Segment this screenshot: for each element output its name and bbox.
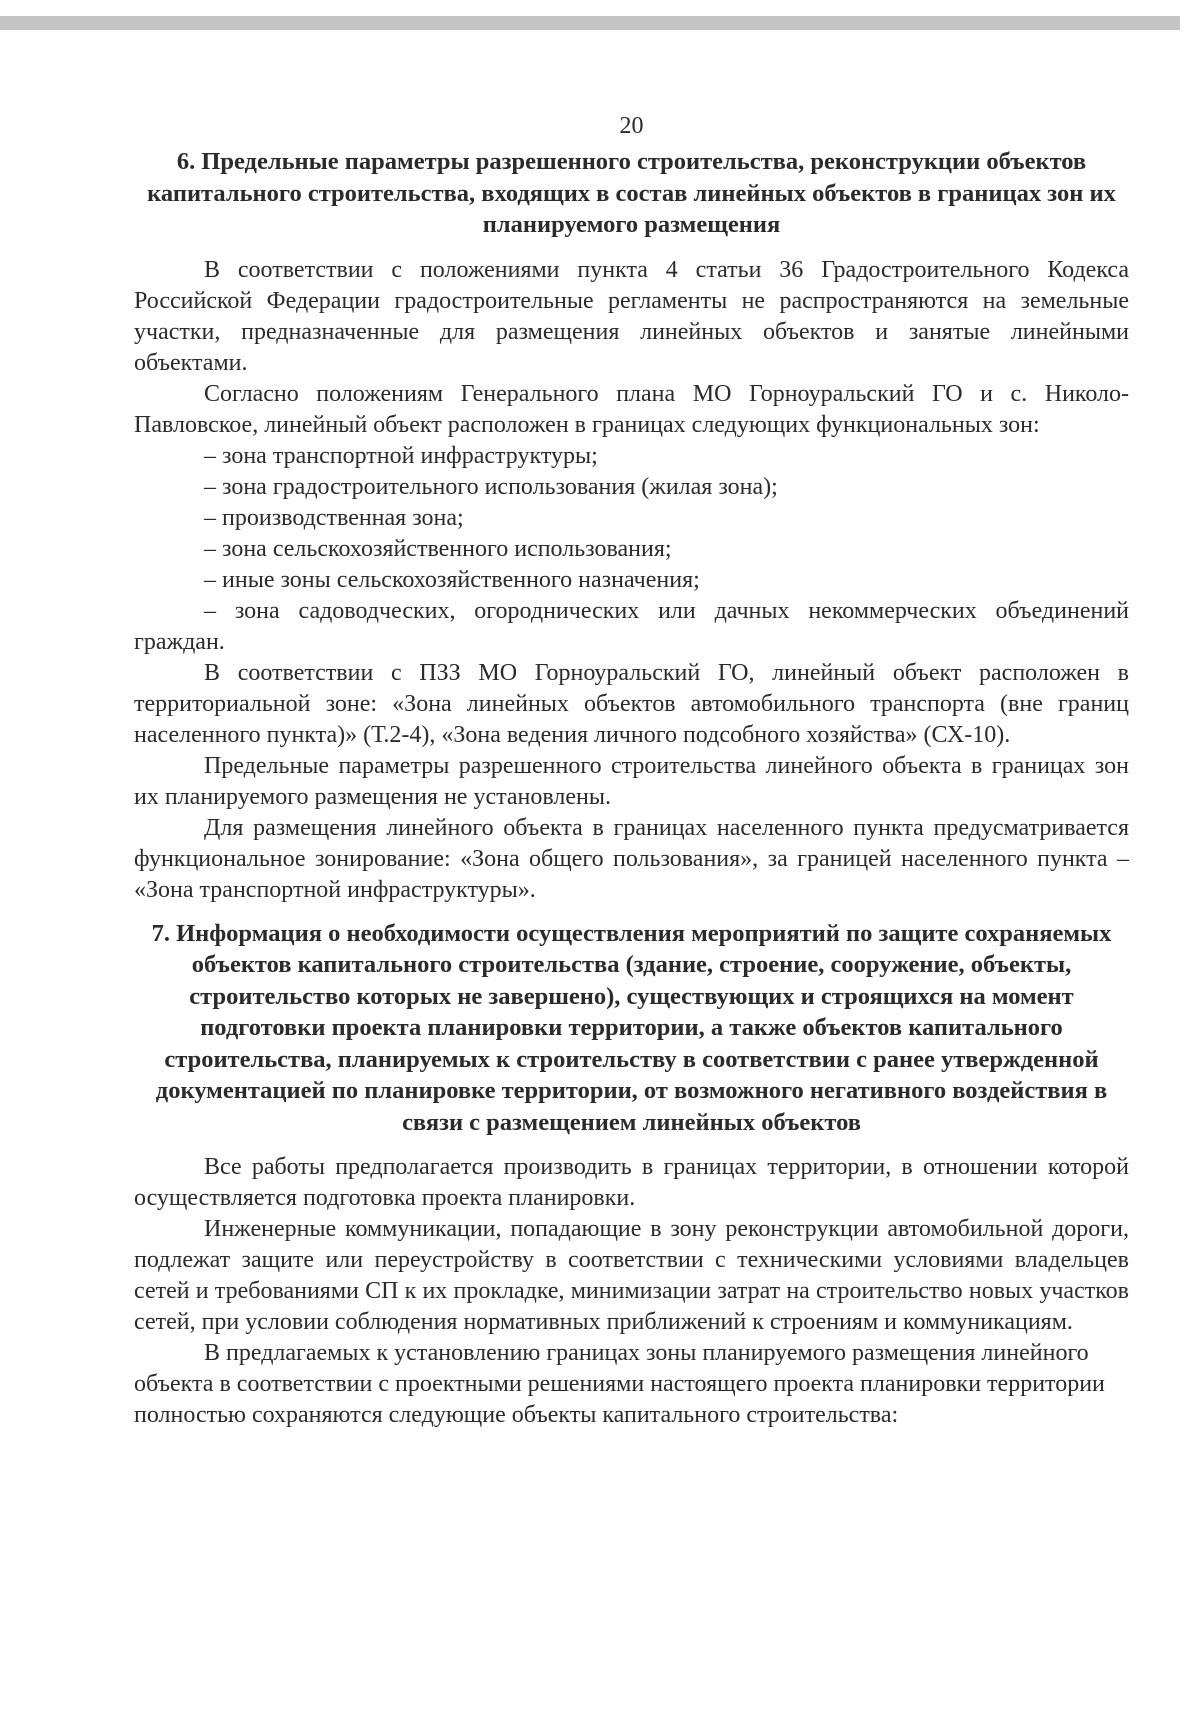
paragraph: Предельные параметры разрешенного строительства линейного объекта в границах зон их планируемого размещения не установлены. (134, 752, 1129, 810)
list-item: – иные зоны сельскохозяйственного назначения; (204, 566, 700, 593)
document-page (134, 110, 1129, 1431)
paragraph: Согласно положениям Генерального плана МО Горноуральский ГО и с. Николо-Павловское, линейный объект расположен в границах следующих функциональных зон: (134, 380, 1129, 438)
page-number: 20 (619, 113, 644, 139)
paragraph: В предлагаемых к установлению границах зоны планируемого размещения линейного объекта в соответствии с проектными решениями настоящего проекта планировки территории полностью сохраняются следующие объекты капитального строительства: (134, 1340, 1105, 1428)
scan-top-edge (0, 16, 1180, 30)
paragraph: В соответствии с ПЗЗ МО Горноуральский ГО, линейный объект расположен в территориальной зоне: «Зона линейных объектов автомобильного транспорта (вне границ населенного пункта)» (Т.2-4), «Зона ведения личного подсобного хозяйства» (СХ-10). (134, 659, 1129, 748)
paragraph: Для размещения линейного объекта в границах населенного пункта предусматривается функциональное зонирование: «Зона общего пользования», за границей населенного пункта – «Зона транспортной инфраструктуры». (134, 814, 1129, 903)
section-6-body (134, 255, 1129, 906)
section-7-body (134, 1152, 1129, 1431)
paragraph: Все работы предполагается производить в границах территории, в отношении которой осуществляется подготовка проекта планировки. (134, 1154, 1129, 1211)
list-item: – производственная зона; (204, 504, 464, 531)
section-7-heading: 7. Информация о необходимости осуществления мероприятий по защите сохраняемых объектов капитального строительства (здание, строение, сооружение, объекты, строительство которых не завершено), существующих и строящихся на момент подготовки проекта планировки территории, а также объектов капитального строительства, планируемых к строительству в соответствии с ранее утвержденной документацией по планировке территории, от возможного негативного воздействия в связи с размещением линейных объектов (151, 919, 1112, 1136)
list-item: – зона транспортной инфраструктуры; (204, 442, 598, 469)
list-item: – зона сельскохозяйственного использования; (204, 535, 672, 562)
list-item: – зона садоводческих, огороднических или дачных некоммерческих объединений граждан. (134, 597, 1129, 655)
section-6-heading: 6. Предельные параметры разрешенного строительства, реконструкции объектов капитального строительства, входящих в состав линейных объектов в границах зон их планируемого размещения (147, 148, 1116, 238)
list-item: – зона градостроительного использования (жилая зона); (204, 473, 778, 500)
functional-zones-list (134, 441, 1129, 658)
paragraph: Инженерные коммуникации, попадающие в зону реконструкции автомобильной дороги, подлежат защите или переустройству в соответствии с техническими условиями владельцев сетей и требованиями СП к их прокладке, минимизации затрат на строительство новых участков сетей, при условии соблюдения нормативных приближений к строениям и коммуникациям. (134, 1216, 1129, 1335)
paragraph: В соответствии с положениями пункта 4 статьи 36 Градостроительного Кодекса Российской Федерации градостроительные регламенты не распространяются на земельные участки, предназначенные для размещения линейных объектов и занятые линейными объектами. (134, 256, 1129, 376)
